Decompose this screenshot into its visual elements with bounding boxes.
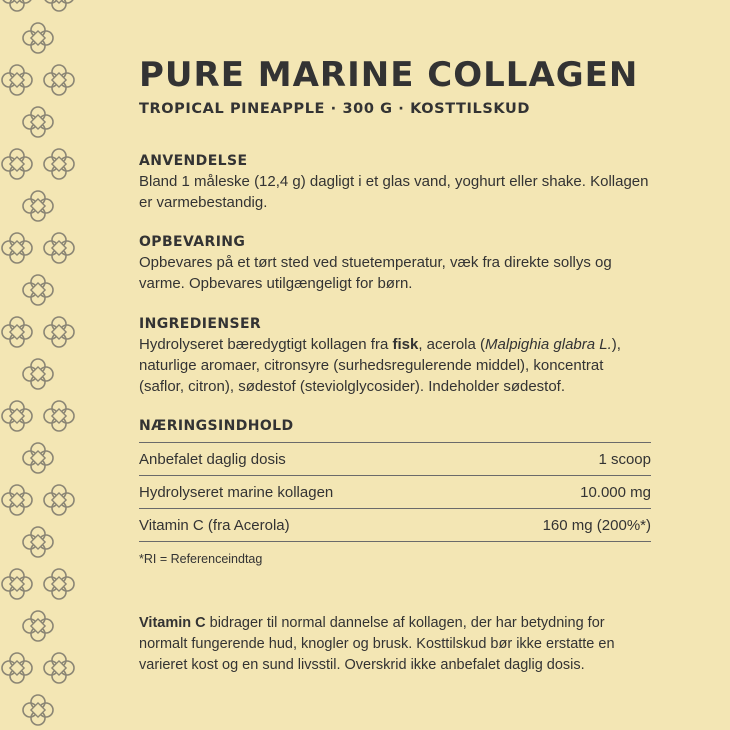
table-row bbox=[139, 476, 651, 509]
ingredients-allergen: fisk bbox=[392, 336, 419, 353]
clover-knot-icon bbox=[44, 401, 74, 431]
ingredients-text bbox=[139, 334, 651, 397]
nutrition-label: Hydrolyseret marine kollagen bbox=[139, 483, 334, 501]
vitamin-claim bbox=[139, 613, 651, 676]
clover-knot-icon bbox=[23, 275, 53, 305]
clover-knot-icon bbox=[44, 65, 74, 95]
clover-knot-icon bbox=[23, 695, 53, 725]
nutrition-label: Anbefalet daglig dosis bbox=[139, 450, 286, 468]
clover-knot-icon bbox=[44, 0, 74, 11]
storage-heading: OPBEVARING bbox=[139, 234, 246, 250]
storage-text: Opbevares på et tørt sted ved stuetemperatur, væk fra direkte sollys og varme. Opbevares utilgængeligt for børn. bbox=[139, 254, 612, 292]
usage-text: Bland 1 måleske (12,4 g) dagligt i et glas vand, yoghurt eller shake. Kollagen er varmebestandig. bbox=[139, 173, 649, 211]
usage-heading: ANVENDELSE bbox=[139, 153, 248, 169]
claim-highlight: Vitamin C bbox=[139, 615, 206, 631]
clover-knot-icon bbox=[44, 317, 74, 347]
nutrition-footnote: *RI = Referenceindtag bbox=[139, 552, 263, 566]
clover-knot-icon bbox=[44, 485, 74, 515]
ingredients-latin-name: Malpighia glabra L. bbox=[485, 336, 612, 353]
nutrition-value: 160 mg (200%*) bbox=[542, 516, 651, 534]
clover-knot-icon bbox=[23, 107, 53, 137]
clover-knot-icon bbox=[2, 149, 32, 179]
claim-text: bidrager til normal dannelse af kollagen, der har betydning for normalt fungerende hud, knogler og brusk. Kosttilskud bør ikke erstatte en varieret kost og en sund livsstil. Overskrid ikke anbefalet daglig dosis. bbox=[139, 615, 615, 673]
clover-knot-icon bbox=[23, 23, 53, 53]
nutrition-value: 1 scoop bbox=[598, 450, 651, 468]
nutrition-heading: NÆRINGSINDHOLD bbox=[139, 418, 294, 434]
ingredients-heading: INGREDIENSER bbox=[139, 316, 262, 332]
nutrition-value: 10.000 mg bbox=[580, 483, 651, 501]
clover-knot-icon bbox=[23, 359, 53, 389]
ingredients-section bbox=[139, 314, 651, 397]
product-title: PURE MARINE COLLAGEN bbox=[139, 55, 639, 95]
usage-section bbox=[139, 151, 651, 213]
clover-knot-icon bbox=[2, 0, 32, 11]
clover-knot-icon bbox=[23, 191, 53, 221]
clover-knot-icon bbox=[44, 653, 74, 683]
label-content bbox=[139, 55, 651, 673]
clover-knot-icon bbox=[23, 611, 53, 641]
clover-knot-icon bbox=[2, 65, 32, 95]
clover-knot-icon bbox=[2, 317, 32, 347]
decorative-pattern-strip bbox=[0, 0, 76, 730]
clover-knot-icon bbox=[44, 569, 74, 599]
clover-knot-icon bbox=[44, 233, 74, 263]
clover-knot-icon bbox=[2, 233, 32, 263]
ingredients-text-part1: Hydrolyseret bæredygtigt kollagen fra bbox=[139, 336, 393, 353]
clover-knot-icon bbox=[2, 485, 32, 515]
nutrition-section bbox=[139, 416, 651, 566]
ingredients-text-part3: ), naturlige aromaer, citronsyre (surhedsregulerende middel), koncentrat (saflor, citron), sødestof (steviolglycosider). Indeholder sødestof. bbox=[139, 336, 621, 395]
clover-knot-icon bbox=[23, 443, 53, 473]
nutrition-label: Vitamin C (fra Acerola) bbox=[139, 516, 290, 534]
clover-knot-icon bbox=[23, 527, 53, 557]
clover-knot-icon bbox=[2, 569, 32, 599]
clover-knot-icon bbox=[44, 149, 74, 179]
table-row bbox=[139, 443, 651, 476]
product-subtitle: TROPICAL PINEAPPLE · 300 G · KOSTTILSKUD bbox=[139, 101, 531, 117]
clover-knot-icon bbox=[2, 401, 32, 431]
ingredients-text-part2: , acerola ( bbox=[418, 336, 486, 353]
nutrition-table bbox=[139, 442, 651, 542]
table-row bbox=[139, 509, 651, 542]
storage-section bbox=[139, 232, 651, 294]
clover-knot-icon bbox=[2, 653, 32, 683]
